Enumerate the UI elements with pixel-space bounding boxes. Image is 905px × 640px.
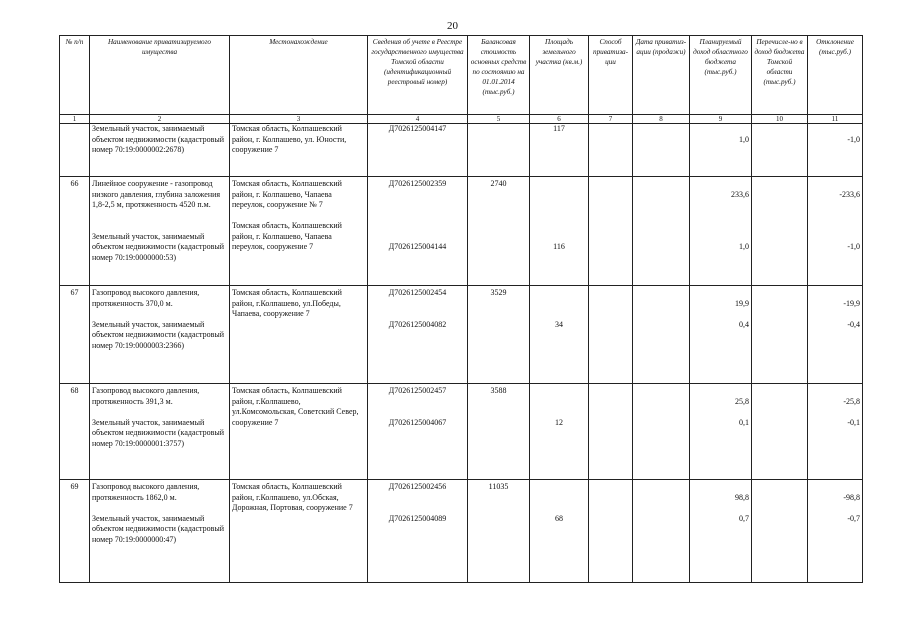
table-row — [60, 124, 863, 177]
land-area: 117 — [530, 124, 589, 177]
privatization-table — [59, 35, 863, 583]
land-area: 68 — [530, 480, 589, 583]
property-name: Земельный участок, занимаемый объектом недвижимости (кадастровый номер 70:19:0000002:2678) — [90, 124, 230, 177]
column-number: 7 — [589, 115, 633, 124]
header-cell: Площадь земельного участка (кв.м.) — [530, 36, 589, 115]
deviation: -1,0 — [808, 124, 863, 177]
transferred-amount — [752, 286, 808, 384]
header-cell: Отклонение (тыс.руб.) — [808, 36, 863, 115]
registry-number: Д7026125002457 Д7026125004067 — [368, 384, 468, 480]
column-number: 8 — [633, 115, 690, 124]
transferred-amount — [752, 480, 808, 583]
property-name: Газопровод высокого давления, протяженность 1862,0 м. Земельный участок, занимаемый объектом недвижимости (кадастровый номер 70:19:0000000:47) — [90, 480, 230, 583]
row-number — [60, 124, 90, 177]
header-cell: Сведения об учете в Реестре государственного имущества Томской области (идентификационный реестровый номер) — [368, 36, 468, 115]
privatization-date — [633, 286, 690, 384]
header-cell: Дата приватиз-ации (продажи) — [633, 36, 690, 115]
row-number: 68 — [60, 384, 90, 480]
deviation: -233,6 -1,0 — [808, 177, 863, 286]
balance-value: 11035 — [468, 480, 530, 583]
planned-income: 98,8 0,7 — [690, 480, 752, 583]
registry-number: Д7026125002359 Д7026125004144 — [368, 177, 468, 286]
column-number: 1 — [60, 115, 90, 124]
property-location: Томская область, Колпашевский район, г. Колпашево, ул. Юности, сооружение 7 — [230, 124, 368, 177]
land-area: 116 — [530, 177, 589, 286]
planned-income: 233,6 1,0 — [690, 177, 752, 286]
privatization-method — [589, 384, 633, 480]
header-cell: Балансовая стоимость основных средств по состоянию на 01.01.2014 (тыс.руб.) — [468, 36, 530, 115]
column-number: 11 — [808, 115, 863, 124]
privatization-date — [633, 124, 690, 177]
column-number: 3 — [230, 115, 368, 124]
page-number: 20 — [447, 20, 458, 32]
property-location: Томская область, Колпашевский район, г.Колпашево, ул.Победы, Чапаева, сооружение 7 — [230, 286, 368, 384]
row-number: 66 — [60, 177, 90, 286]
header-cell: Наименование приватизируемого имущества — [90, 36, 230, 115]
balance-value: 3529 — [468, 286, 530, 384]
deviation: -25,8 -0,1 — [808, 384, 863, 480]
privatization-date — [633, 480, 690, 583]
column-number: 5 — [468, 115, 530, 124]
deviation: -98,8 -0,7 — [808, 480, 863, 583]
table-row — [60, 384, 863, 480]
property-name: Линейное сооружение - газопровод низкого давления, глубина заложения 1,8-2,5 м, протяженность 4520 п.м. Земельный участок, занимаемый объектом недвижимости (кадастровый номер 70:19:0000000:53) — [90, 177, 230, 286]
privatization-date — [633, 384, 690, 480]
column-number: 4 — [368, 115, 468, 124]
property-location: Томская область, Колпашевский район, г.Колпашево, ул.Комсомольская, Советский Север, сооружение 7 — [230, 384, 368, 480]
transferred-amount — [752, 177, 808, 286]
privatization-date — [633, 177, 690, 286]
deviation: -19,9 -0,4 — [808, 286, 863, 384]
property-name: Газопровод высокого давления, протяженность 370,0 м. Земельный участок, занимаемый объектом недвижимости (кадастровый номер 70:19:0000003:2366) — [90, 286, 230, 384]
planned-income: 1,0 — [690, 124, 752, 177]
header-cell: Способ приватиза-ции — [589, 36, 633, 115]
privatization-method — [589, 480, 633, 583]
balance-value: 3588 — [468, 384, 530, 480]
planned-income: 19,9 0,4 — [690, 286, 752, 384]
balance-value: 2740 — [468, 177, 530, 286]
transferred-amount — [752, 124, 808, 177]
registry-number: Д7026125002454 Д7026125004082 — [368, 286, 468, 384]
column-number: 6 — [530, 115, 589, 124]
table-row — [60, 286, 863, 384]
planned-income: 25,8 0,1 — [690, 384, 752, 480]
column-number: 2 — [90, 115, 230, 124]
property-name: Газопровод высокого давления, протяженность 391,3 м. Земельный участок, занимаемый объектом недвижимости (кадастровый номер 70:19:0000001:3757) — [90, 384, 230, 480]
header-cell: № п/п — [60, 36, 90, 115]
header-cell: Планируемый доход областного бюджета (тыс.руб.) — [690, 36, 752, 115]
table-row — [60, 480, 863, 583]
privatization-method — [589, 286, 633, 384]
registry-number: Д7026125002456 Д7026125004089 — [368, 480, 468, 583]
row-number: 69 — [60, 480, 90, 583]
property-location: Томская область, Колпашевский район, г. Колпашево, Чапаева переулок, сооружение № 7 Томская область, Колпашевский район, г. Колпашево, Чапаева переулок, сооружение 7 — [230, 177, 368, 286]
header-row — [60, 36, 863, 115]
property-location: Томская область, Колпашевский район, г.Колпашево, ул.Обская, Дорожная, Портовая, сооружение 7 — [230, 480, 368, 583]
column-number-row — [60, 115, 863, 124]
column-number: 9 — [690, 115, 752, 124]
land-area: 12 — [530, 384, 589, 480]
table-row — [60, 177, 863, 286]
column-number: 10 — [752, 115, 808, 124]
row-number: 67 — [60, 286, 90, 384]
privatization-method — [589, 124, 633, 177]
transferred-amount — [752, 384, 808, 480]
registry-number: Д7026125004147 — [368, 124, 468, 177]
header-cell: Перечисле-но в доход бюджета Томской области (тыс.руб.) — [752, 36, 808, 115]
privatization-method — [589, 177, 633, 286]
land-area: 34 — [530, 286, 589, 384]
header-cell: Местонахождение — [230, 36, 368, 115]
balance-value — [468, 124, 530, 177]
